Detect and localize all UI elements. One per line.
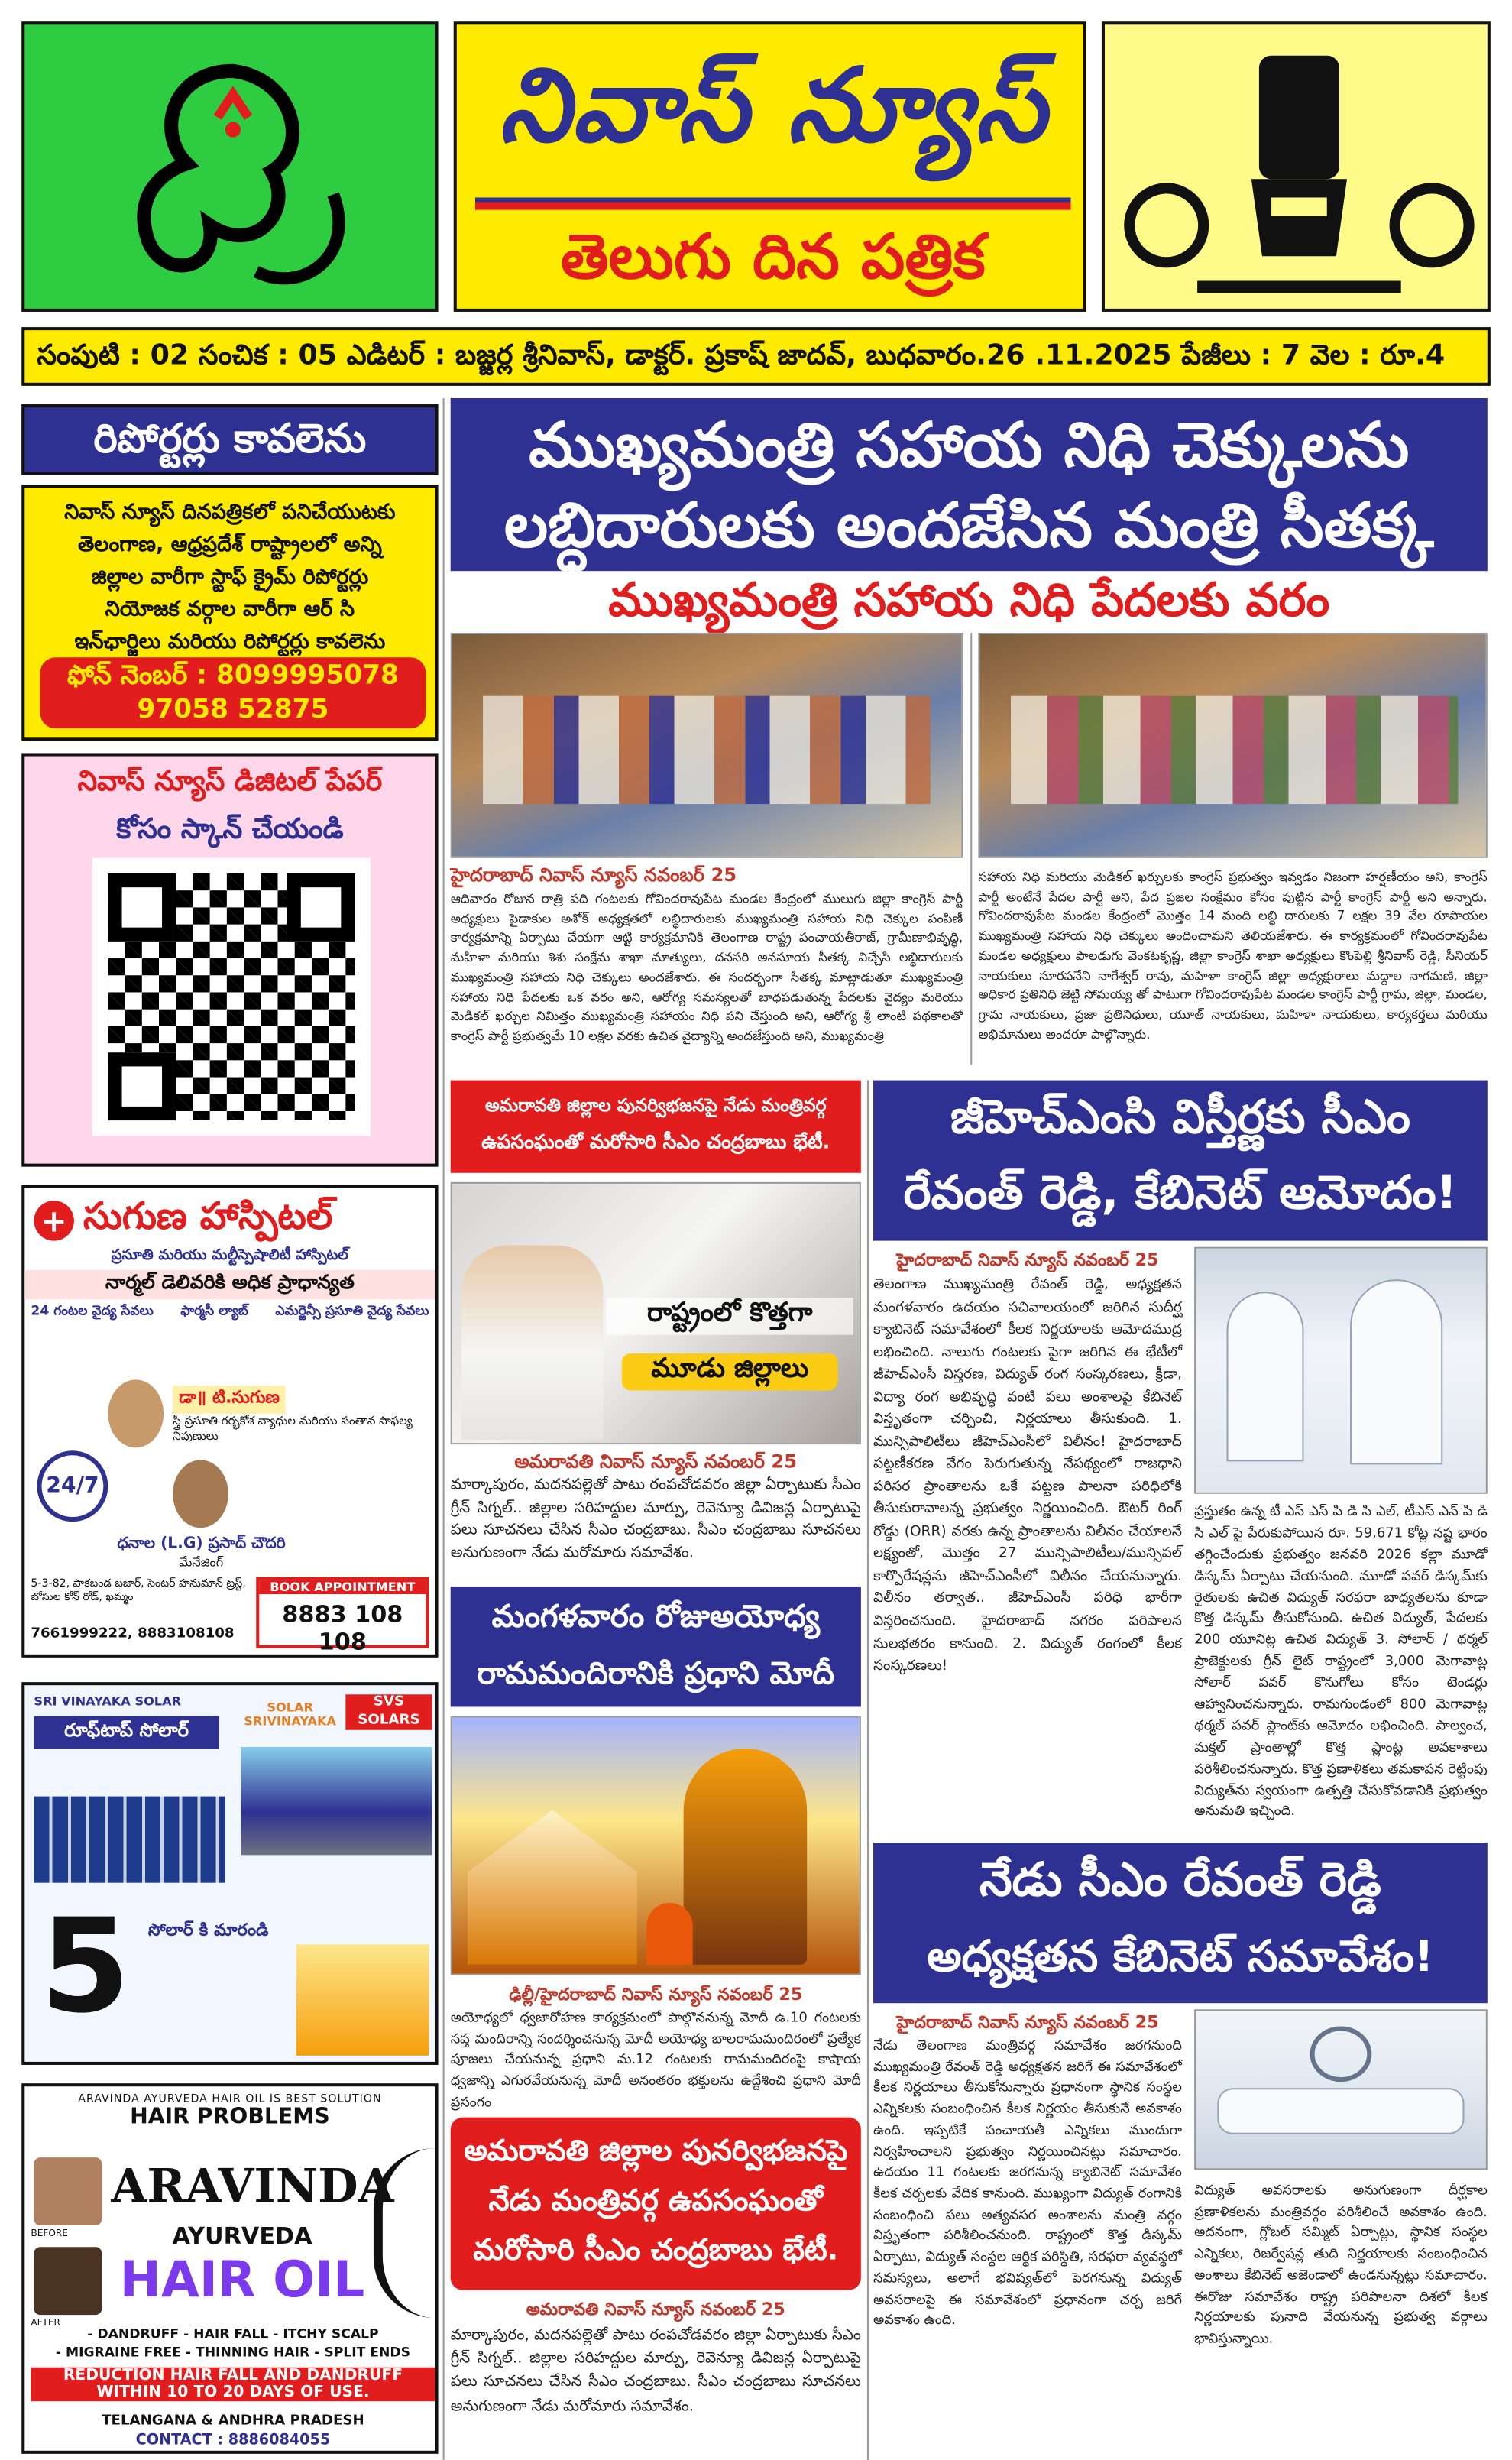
hair-states: TELANGANA & ANDHRA PRADESH — [102, 2413, 364, 2429]
hair-list-2: - MIGRAINE FREE - THINNING HAIR - SPLIT ENDS — [55, 2345, 410, 2361]
issue-info-line: సంపుటి : 02 సంచిక : 05 ఎడిటర్ : బజ్జర్ల శ్రీనివాస్, డాక్టర్. ప్రకాష్ జాదవ్, బుధవారం.26 .11.2025 పేజీలు : 7 వెల : రూ.4 — [37, 339, 1446, 372]
districts-image-text-1: రాష్ట్రంలో కొత్తగా — [607, 1298, 853, 1334]
ganesha-icon — [24, 24, 441, 315]
hospital-service: 24 గంటల వైద్య సేవలు — [31, 1304, 154, 1320]
hair-reduction: REDUCTION HAIR FALL AND DANDRUFF — [63, 2367, 403, 2384]
cabinet-body-right: విద్యుత్ అవసరాలకు అనుగుణంగా దీర్ఘకాల ప్రణాళికలను మంత్రివర్గం పరిశీలించే అవకాశం ఉంది. అదనంగా, గ్లోబల్ సమ్మిట్ ఏర్పాట్లు, స్థానిక సంస్థల ఎన్నికలు, రిజర్వేషన్ల తుది నిర్ణయాలకు సంబంధించిన అంశాలు కేబినెట్ అజెండాలో ఉండనున్నట్లు సమాచారం. ఈరోజు సమావేశం రాష్ట్ర పరిపాలనా దిశలో కీలక నిర్ణయాలకు పునాది వేయనున్న ప్రభుత్వ వర్గాలు భావిస్తున్నాయి. — [1194, 2183, 1488, 2348]
hospital-doctor-2: ధనాల (L.G) ప్రసాద్ చౌదరి — [117, 1535, 286, 1553]
hospital-doctor-1-title: స్త్రీ ప్రసూతి గర్భకోశ వ్యాధుల మరియు సంతాన సాఫల్య నిపుణులు — [173, 1413, 413, 1443]
solar-cta: సోలార్ కి మారండి — [147, 1920, 269, 1940]
hospital-tagline: ప్రసూతి మరియు మల్టీస్పెషాలిటీ హాస్పిటల్ — [111, 1246, 348, 1264]
ayodhya-body: అయోధ్యలో ధ్వజారోహణ కార్యక్రమంలో పాల్గొననున్న మోదీ ఉ.10 గంటలకు సప్త మందిరాన్ని సందర్శించనున్న మోదీ అయోధ్య బాలరామమందిరంలో ప్రత్యేక పూజలు చేయనున్న ప్రధాని మ.12 గంటలకు రామమందిరంపై కాషాయ ధ్వజాన్ని ఎగురవేయనున్న మోదీ అనంతరం భక్తులను ఉద్దేశించి ప్రధాని మోదీ ప్రసంగం — [450, 2011, 861, 2111]
hair-brand: ARAVINDA — [111, 2160, 394, 2215]
amaravati-bottom-body: మార్కాపురం, మదనపల్లెతో పాటు రంపచోడవరం జిల్లా ఏర్పాటుకు సీఎం గ్రీన్ సిగ్నల్.. జిల్లాల సరిహద్దుల మార్పు, రెవెన్యూ డివిజన్ల ఏర్పాటుపై పలు సూచనలు చేసిన సీఎం చంద్రబాబు. సీఎం చంద్రబాబు సూచనలు అనుగుణంగా నేడు మరోమారు సమావేశం. — [450, 2327, 861, 2415]
ayodhya-headline-line2: రామమందిరానికి ప్రధాని మోదీ — [477, 1654, 834, 1692]
hospital-doctor-2-title: మేనేజింగ్ — [179, 1555, 224, 1570]
solar-brand-3: SOLAR SRIVINAYAKA — [244, 1700, 337, 1729]
book-appointment-box[interactable] — [256, 1577, 429, 1656]
solar-rooftop-banner: రూఫ్‌టాప్ సోలార్ — [34, 1716, 219, 1749]
amaravati-bottom-headline-line3: మరోసారి సీఎం చంద్రబాబు భేటీ. — [473, 2233, 839, 2267]
reporters-line: జిల్లాల వారీగా స్టాఫ్ క్రైమ్ రిపోర్టర్లు — [91, 564, 369, 590]
hospital-service: ఎమర్జెన్సీ ప్రసూతి వైద్య సేవలు — [275, 1304, 429, 1320]
story1-photo-right — [978, 633, 1487, 858]
ghmc-headline-line2: రేవంత్ రెడ్డి, కేబినెట్ ఆమోదం! — [903, 1166, 1458, 1221]
before-photo — [34, 2157, 102, 2225]
hospital-service: ఫార్మసీ ల్యాబ్ — [180, 1304, 248, 1320]
amaravati-top-body: మార్కాపురం, మదనపల్లెతో పాటు రంపచోడవరం జిల్లా ఏర్పాటుకు సీఎం గ్రీన్ సిగ్నల్.. జిల్లాల సరిహద్దుల మార్పు, రెవెన్యూ డివిజన్ల ఏర్పాటుపై పలు సూచనలు చేసిన సీఎం చంద్రబాబు. సీఎం చంద్రబాబు సూచనలు అనుగుణంగా నేడు మరోమారు సమావేశం. — [450, 1476, 861, 1562]
ayodhya-dateline: ఢిల్లీ/హైదరాబాద్ నివాస్ న్యూస్ నవంబర్ 25 — [509, 1984, 803, 2005]
story1-headline — [451, 398, 1488, 571]
paper-title: నివాస్ న్యూస్ — [498, 46, 1047, 166]
story1-subhead: ముఖ్యమంత్రి సహాయ నిధి పేదలకు వరం — [608, 574, 1330, 628]
amaravati-bottom-headline-line2: నేడు మంత్రివర్గ ఉపసంఘంతో — [488, 2183, 823, 2218]
reporters-heading-text: రిపోర్టర్లు కావలెను — [93, 416, 367, 463]
ghmc-headline-line1: జీహెచ్ఎంసి విస్తీర్ణకు సీఎం — [950, 1091, 1410, 1146]
book-number: 8883 108 108 — [282, 1600, 403, 1656]
ghmc-headline — [873, 1081, 1488, 1241]
amaravati-bottom-headline — [451, 2118, 861, 2290]
digital-paper-qr-panel — [21, 753, 438, 1166]
ganesha-panel — [21, 21, 438, 312]
ayodhya-temple-photo — [451, 1716, 861, 1975]
hair-list-1: - DANDRUFF - HAIR FALL - ITCHY SCALP — [87, 2327, 379, 2343]
venkateswara-icon — [1105, 24, 1494, 315]
paper-subtitle: తెలుగు దిన పత్రిక — [560, 222, 986, 293]
book-label: BOOK APPOINTMENT — [259, 1580, 426, 1594]
story1-body-right: సహాయ నిధి మరియు మెడికల్ ఖర్చులకు కాంగ్రెస్ ప్రభుత్వం ఇవ్వడం నిజంగా హర్షణీయం అని, కాంగ్రెస్ పార్టీ అంటేనే పేదల పార్టీ అని, పేద ప్రజల సంక్షేమం కోసం పుట్టిన పార్టీ కాంగ్రెస్ పార్టీ అని అన్నారు. గోవిందరావుపేట మండల కేంద్రంలో మొత్తం 14 మంది లబ్ధి దారులకు 7 లక్షల 39 వేల రూపాయల ముఖ్యమంత్రి సహాయ నిధి చెక్కులు అందించామని తెలియజేశారు. ఈ కార్యక్రమంలో గోవిందరావుపేట మండల అధ్యక్షులు పాలడుగు వెంకటకృష్ణ, జిల్లా కాంగ్రెస్ శాఖా అధ్యక్షులు కొంపెల్లి శ్రీనివాస్ రెడ్డి, సీనియర్ నాయకులు సూరపనేని నాగేశ్వర్ రావు, మహిళా కాంగ్రెస్ జిల్లా అధ్యక్షురాలు మద్దాల నాగమణి, జిల్లా అధికార ప్రతినిధి జెట్టి సోమయ్య తో పాటుగా గోవిందరావుపేట మండల కాంగ్రెస్ పార్టీ గ్రామ, జిల్లా, మండల, గ్రామ నాయకులు, ప్రజా ప్రతినిధులు, యూత్ నాయకులు, మహిళా నాయకులు, కార్యకర్తలు మరియు అభిమానులు అందరూ పాల్గొన్నారు. — [978, 868, 1488, 1042]
solar-person-image — [296, 1944, 429, 2055]
digital-paper-line1: నివాస్ న్యూస్ డిజిటల్ పేపర్ — [77, 765, 383, 799]
hair-contact[interactable]: CONTACT : 8886084055 — [135, 2432, 331, 2449]
hospital-cross-icon: + — [34, 1201, 74, 1241]
story1-body-left: ఆదివారం రోజున రాత్రి పది గంటలకు గోవిందరావుపేట మండల కేంద్రంలో ములుగు జిల్లా కాంగ్రెస్ పార్టీ అధ్యక్షులు పైడాకుల అశోక్ అధ్యక్షతలో లబ్ధిదారులకు ముఖ్యమంత్రి సహాయ నిధి చెక్కుల పంపిణీ కార్యక్రమాన్ని ఏర్పాటు చేయగా ఆట్టి కార్యక్రమానికి తెలంగాణ రాష్ట్ర పంచాయతీరాజ్, గ్రామీణాభివృద్ధి, మహిళా మరియు శిశు సంక్షేమ శాఖా మాత్యులు, దనసరి అనసూయ సీతక్క విచ్చేసి లబ్ధిదారులకు ముఖ్యమంత్రి సహాయ నిధి చెక్కులు అందజేశారు. ఈ సందర్భంగా సీతక్క మాట్లాడుతూ ముఖ్యమంత్రి సహాయ నిధి పేదలకు ఒక వరం అని, ఆరోగ్య సమస్యలతో బాధపడుతున్న పేదలకు వైద్యం మరియు మెడికల్ ఖర్చుల నిమిత్తం ముఖ్యమంత్రి సహాయం నిధి పని చేస్తుంది అని, ఆరోగ్య శ్రీ లాంటి పథకాలతో కాంగ్రెస్ పార్టీ ప్రభుత్వమే 10 లక్షల వరకు ఉచిత వైద్యాన్ని అందజేస్తుంది అని, ముఖ్యమంత్రి — [450, 890, 963, 1043]
amaravati-bottom-headline-line1: అమరావతి జిల్లాల పునర్విభజనపై — [464, 2134, 848, 2169]
amaravati-top-dateline: అమరావతి నివాస్ న్యూస్ నవంబర్ 25 — [514, 1450, 798, 1473]
issue-info-bar — [21, 327, 1491, 386]
hair-oil-ad — [21, 2083, 438, 2454]
ghmc-body-left: తెలంగాణ ముఖ్యమంత్రి రేవంత్ రెడ్డి, అధ్యక్షతన మంగళవారం ఉదయం సచివాలయంలో జరిగిన సుదీర్ఘ క్యాబినెట్ సమావేశంలో కీలక నిర్ణయాలకు ఆమోదముద్ర లభించింది. నాలుగు గంటలకు పైగా జరిగిన ఈ భేటీలో జీహెచ్ఎంసీ విస్తరణ, విద్యుత్ రంగ సంస్కరణలు, క్రీడా, విద్యా రంగ అభివృద్ధి వంటి పలు అంశాలపై కేబినెట్ విస్తృతంగా చర్చించి, నిర్ణయాలు తీసుకుంది. 1. మున్సిపాలిటీలు జీహెచ్ఎంసీలో విలీనం! హైదరాబాద్ పట్టణీకరణ వేగం పెరుగుతున్న నేపథ్యంలో రాజధాని పరిసర ప్రాంతాలను ఒకే పట్టణ పాలనా పరిధిలోకి తీసుకురావాలన్న ప్రభుత్వం నిర్ణయించింది. ఔటర్ రింగ్ రోడ్డు (ORR) వరకు ఉన్న ప్రాంతాలను విలీనం చేయాలనే లక్ష్యంతో, మొత్తం 27 మున్సిపాలిటీలు/మున్సిపల్ కార్పొరేషన్లను జీహెచ్ఎంసీలో విలీనం చేయనున్నారు. విలీనం తర్వాత.. జీహెచ్ఎంసీ పరిధి భారీగా విస్తరించనుంది. హైదరాబాద్ నగరం పరిపాలన సులభతరం కానుంది. 2. విద్యుత్ రంగంలో కీలక సంస్కరణలు! — [873, 1276, 1182, 1675]
title-panel — [454, 21, 1086, 312]
ghmc-cabinet-photo — [1194, 1247, 1488, 1494]
hair-product: HAIR OIL — [119, 2250, 365, 2309]
amaravati-bottom-dateline: అమరావతి నివాస్ న్యూస్ నవంబర్ 25 — [526, 2299, 785, 2320]
solar-big-number: 5 — [40, 1890, 131, 2042]
phone-number-2[interactable]: 97058 52875 — [137, 694, 329, 726]
digital-paper-line2: కోసం స్కాన్ చేయండి — [116, 813, 344, 846]
solar-panel-image — [34, 1797, 225, 1883]
deity-panel — [1102, 21, 1491, 312]
hospital-doctor-1: డా॥ టి.సుగుణ — [173, 1386, 286, 1413]
hair-problems: HAIR PROBLEMS — [130, 2105, 330, 2130]
after-label: AFTER — [31, 2318, 60, 2329]
hospital-name: సుగుణ హాస్పిటల్ — [83, 1194, 333, 1238]
ayodhya-headline-line1: మంగళవారం రోజుఅయోధ్య — [491, 1597, 820, 1635]
hospital-ad — [21, 1185, 438, 1658]
ghmc-dateline: హైదరాబాద్ నివాస్ న్యూస్ నవంబర్ 25 — [896, 1249, 1159, 1270]
hospital-address: 5-3-82, పాకబండ బజార్, సెంటర్ హనుమాన్ ట్రస్ట్, బోసుల కోన్ రోడ్, ఖమ్మం — [31, 1577, 246, 1603]
before-label: BEFORE — [31, 2228, 68, 2240]
amaravati-top-headline-line2: ఉపసంఘంతో మరోసారి సీఎం చంద్రబాబు భేటీ. — [481, 1130, 830, 1153]
amaravati-top-headline-line1: అమరావతి జిల్లాల పునర్విభజనపై నేడు మంత్రివర్గ — [485, 1094, 827, 1117]
story1-dateline: హైదరాబాద్ నివాస్ న్యూస్ నవంబర్ 25 — [450, 864, 737, 886]
story1-headline-line2: లబ్ధిదారులకు అందజేసిన మంత్రి సీతక్క — [503, 491, 1434, 562]
hair-oil-top: ARAVINDA AYURVEDA HAIR OIL IS BEST SOLUTION — [78, 2092, 382, 2105]
hospital-badge-247: 24/7 — [37, 1450, 108, 1522]
ghmc-body-right: ప్రస్తుతం ఉన్న టీ ఎస్ ఎస్ పి డి సి ఎల్, టీఎస్ ఎన్ పి డి సి ఎల్ పై పేరుకుపోయిన రూ. 59,671 కోట్ల నష్ట భారం తగ్గించేందుకు ప్రభుత్వం జనవరి 2026 కల్లా మూడో డిస్కమ్ ఏర్పాటు చేయనుంది. మూడో పవర్ డిస్కమ్‌కు రైతులకు ఉచిత విద్యుత్ సరఫరా బాధ్యతలను కూడా కొత్త డిస్కమ్ తీసుకోనుంది. ఉచిత విద్యుత్, పేదలకు 200 యూనిట్ల ఉచిత విద్యుత్ 3. సోలార్ / థర్మల్ ప్రాజెక్టులకు గ్రీన్ లైట్ రాష్ట్రంలో 3,000 మెగావాట్ల సోలార్ పవర్ కొనుగోలు కోసం టెండర్లు ఆహ్వానించనున్నారు. రామగుండంలో 800 మెగావాట్ల థర్మల్ పవర్ ప్లాంట్‌కు ఆమోదం లభించింది. పాల్వంచ, మక్తల్ ప్రాంతాల్లో కొత్త ప్లాంట్ల అవకాశాలు పరిశీలించనున్నారు. కొత్త ప్రణాళికలు తమకాపన రెట్టింపు విద్యుత్‌ను స్వయంగా ఉత్పత్తి చేసుకోవడానికి ప్రభుత్వం అనుమతి ఇచ్చింది. — [1194, 1504, 1488, 1820]
districts-image-text-2: మూడు జిల్లాలు — [622, 1353, 838, 1390]
manager-photo — [173, 1460, 228, 1528]
solar-brand-2: SVS SOLARS — [345, 1694, 432, 1730]
cabinet-body-left: నేడు తెలంగాణ మంత్రివర్గ సమావేశం జరగనుంది ముఖ్యమంత్రి రేవంత్ రెడ్డి అధ్యక్షతన జరిగే ఈ సమావేశంలో కీలక నిర్ణయాలు తీసుకోనున్నారు ప్రధానంగా స్థానిక సంస్థల ఎన్నికలకు సంబంధించిన కీలక నిర్ణయం తీసుకునే అవకాశం ఉంది. ఇప్పటికే పంచాయతీ ఎన్నికలు ముందుగా నిర్వహించాలని ప్రభుత్వం నిర్ణయించినట్లు సమాచారం. ఉదయం 11 గంటలకు జరగనున్న క్యాబినెట్ సమావేశం కీలక చర్చలకు వేదిక కానుంది. ముఖ్యంగా విద్యుత్ రంగానికి సంబంధించి పలు అత్యవసర అంశాలను మంత్రి వర్గం విస్తృతంగా పరిశీలించనుంది. రాష్ట్రంలో కొత్త డిస్కమ్ ఏర్పాటు, విద్యుత్ సంస్థల ఆర్థిక పరిస్థితి, సరఫరా వ్యవస్థలో సమస్యలు, అలాగే భవిష్యత్‌లో పెరగనున్న విద్యుత్ అవసరాలపై ఈ సమావేశంలో ప్రధానంగా చర్చ జరిగే అవకాశం ఉంది. — [873, 2038, 1182, 2329]
reporters-line: ఇన్‌ఛార్జిలు మరియు రిపోర్టర్లు కావలెను — [74, 629, 386, 654]
column-rule — [867, 1081, 869, 2460]
reporters-phone-box — [40, 657, 426, 728]
title-rule — [475, 197, 1071, 209]
qr-code[interactable] — [92, 858, 371, 1136]
reporters-wanted-ad — [21, 485, 438, 741]
solar-brand-1: SRI VINAYAKA SOLAR — [34, 1694, 182, 1709]
column-rule — [443, 398, 445, 2460]
story1-photo-left — [451, 633, 963, 858]
solar-ad — [21, 1682, 438, 2065]
hair-ayurveda: AYURVEDA — [172, 2222, 312, 2251]
reporters-wanted-heading — [21, 404, 438, 475]
hair-within: WITHIN 10 TO 20 DAYS OF USE. — [96, 2384, 370, 2402]
cabinet-headline-line2: అధ్యక్షతన కేబినెట్ సమావేశం! — [927, 1930, 1434, 1982]
reporters-line: తెలంగాణ, ఆధ్రప్రదేశ్ రాష్ట్రాలలో అన్ని — [77, 532, 382, 557]
story1-headline-line1: ముఖ్యమంత్రి సహాయ నిధి చెక్కులను — [529, 410, 1410, 482]
hospital-phones[interactable]: 7661999222, 8883108108 — [31, 1626, 235, 1642]
cm-portrait — [461, 1246, 604, 1440]
ayodhya-headline — [451, 1587, 861, 1707]
new-districts-image — [451, 1182, 861, 1444]
reporters-line: నియోజక వర్గాల వారీగా ఆర్ సి — [105, 597, 355, 622]
doctor-photo — [108, 1379, 164, 1447]
phone-number-1[interactable]: ఫోన్ నెంబర్ : 8099995078 — [66, 660, 399, 692]
reporters-line: నివాస్ న్యూస్ దినపత్రికలో పనిచేయుటకు — [64, 500, 396, 525]
column-rule — [970, 633, 972, 1065]
cabinet-meeting-photo — [1194, 2009, 1488, 2170]
cabinet-dateline: హైదరాబాద్ నివాస్ న్యూస్ నవంబర్ 25 — [896, 2012, 1159, 2033]
hospital-priority: నార్మల్ డెలివరికి అధిక ప్రాధాన్యత — [24, 1270, 435, 1299]
amaravati-top-headline — [451, 1081, 861, 1173]
cabinet-headline-line1: నేడు సీఎం రేవంత్ రెడ్డి — [979, 1853, 1381, 1907]
solar-roof-image — [241, 1747, 432, 1855]
after-photo — [34, 2247, 102, 2315]
cabinet-headline — [873, 1843, 1488, 2003]
